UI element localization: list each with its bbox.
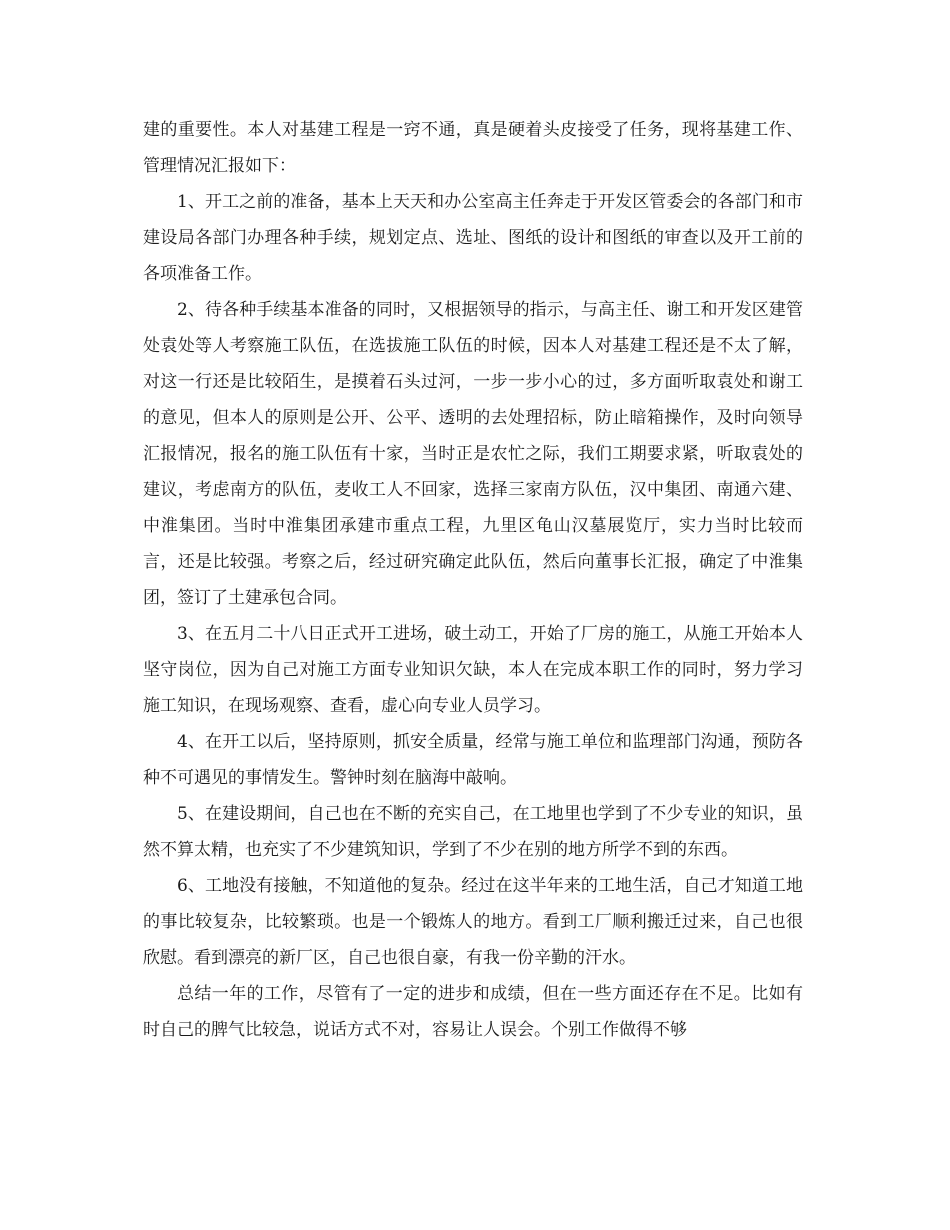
paragraph-item-3: 3、在五月二十八日正式开工进场，破土动工，开始了厂房的施工，从施工开始本人坚守岗位，因为自己对施工方面专业知识欠缺，本人在完成本职工作的同时，努力学习施工知识，在现场观察、查看，虚心向专业人员学习。	[143, 624, 803, 716]
paragraph-item-6: 6、工地没有接触，不知道他的复杂。经过在这半年来的工地生活，自己才知道工地的事比较复杂，比较繁琐。也是一个锻炼人的地方。看到工厂顺利搬迁过来，自己也很欣慰。看到漂亮的新厂区，自己也很自豪，有我一份辛勤的汗水。	[143, 876, 803, 968]
paragraph-item-2: 2、待各种手续基本准备的同时，又根据领导的指示，与高主任、谢工和开发区建管处袁处等人考察施工队伍，在选拔施工队伍的时候，因本人对基建工程还是不太了解，对这一行还是比较陌生，是摸着石头过河，一步一步小心的过，多方面听取袁处和谢工的意见，但本人的原则是公开、公平、透明的去处理招标，防止暗箱操作，及时向领导汇报情况，报名的施工队伍有十家，当时正是农忙之际，我们工期要求紧，听取袁处的建议，考虑南方的队伍，麦收工人不回家，选择三家南方队伍，汉中集团、南通六建、中淮集团。当时中淮集团承建市重点工程，九里区龟山汉墓展览厅，实力当时比较而言，还是比较强。考察之后，经过研究确定此队伍，然后向董事长汇报，确定了中淮集团，签订了土建承包合同。	[143, 300, 803, 608]
paragraph-item-1: 1、开工之前的准备，基本上天天和办公室高主任奔走于开发区管委会的各部门和市建设局各部门办理各种手续，规划定点、选址、图纸的设计和图纸的审查以及开工前的各项准备工作。	[143, 192, 803, 284]
document-body	[143, 112, 803, 1048]
paragraph-item-4: 4、在开工以后，坚持原则，抓安全质量，经常与施工单位和监理部门沟通，预防各种不可遇见的事情发生。警钟时刻在脑海中敲响。	[143, 732, 803, 788]
paragraph-item-5: 5、在建设期间，自己也在不断的充实自己，在工地里也学到了不少专业的知识，虽然不算太精，也充实了不少建筑知识，学到了不少在别的地方所学不到的东西。	[143, 804, 803, 860]
paragraph-summary: 总结一年的工作，尽管有了一定的进步和成绩，但在一些方面还存在不足。比如有时自己的脾气比较急，说话方式不对，容易让人误会。个别工作做得不够	[143, 984, 803, 1040]
paragraph-intro: 建的重要性。本人对基建工程是一窍不通，真是硬着头皮接受了任务，现将基建工作、管理情况汇报如下：	[143, 120, 803, 176]
